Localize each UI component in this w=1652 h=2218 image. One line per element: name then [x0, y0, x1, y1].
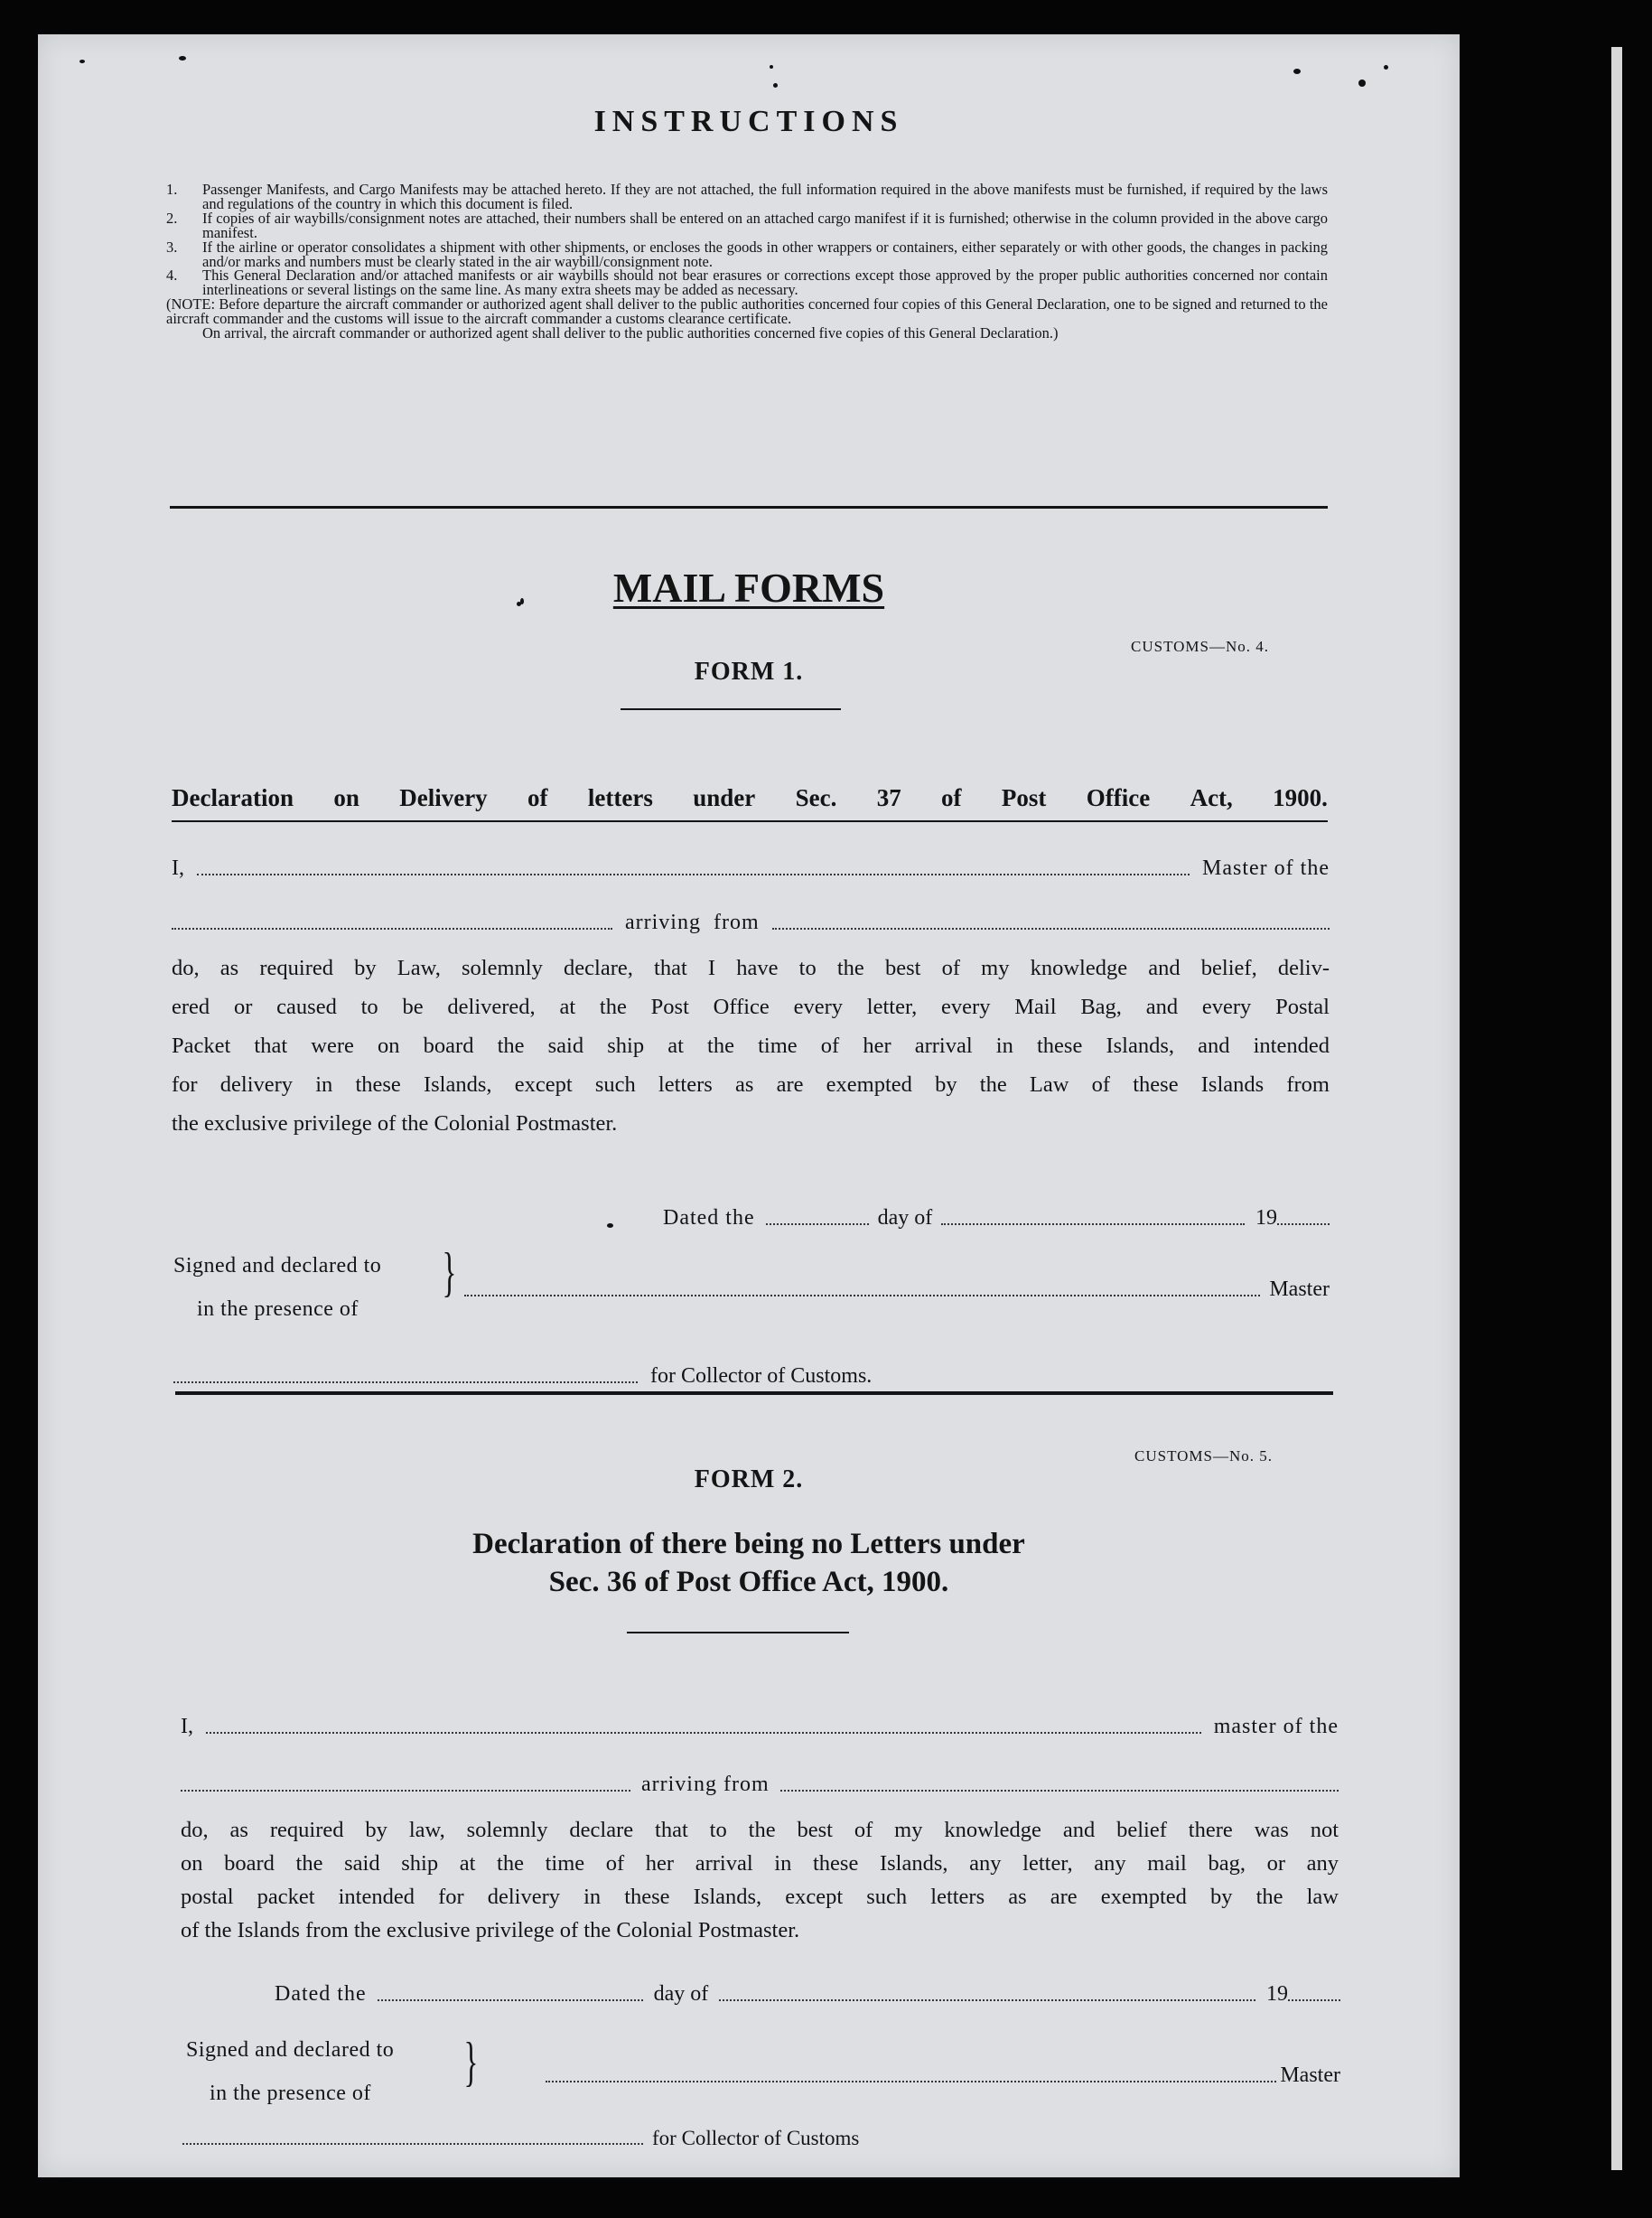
form1-paragraph-line: ered or caused to be delivered, at the Post Office every letter, every Mail Bag, and every Postal [172, 995, 1330, 1019]
form1-paragraph-line: do, as required by Law, solemnly declare, that I have to the best of my knowledge and belief, deliv- [172, 956, 1330, 980]
master-signature-field[interactable] [546, 2081, 1276, 2082]
scan-speck [79, 60, 85, 63]
date-day-field[interactable] [766, 1223, 869, 1225]
form1-paragraph-line: Packet that were on board the said ship at the time of her arrival in these Islands, and intended [172, 1034, 1330, 1058]
scan-speck [1358, 80, 1366, 87]
heading-word: Post [1001, 784, 1047, 811]
item-number: 3. [166, 238, 178, 256]
heading-word: Delivery [399, 784, 488, 811]
instruction-item [166, 240, 1328, 269]
instructions-list [166, 182, 1328, 341]
line-label: Master of the [1202, 856, 1330, 880]
instructions-title: INSTRUCTIONS [593, 105, 904, 138]
heading-word: 1900. [1273, 784, 1328, 811]
form1-dated-line [663, 1206, 1330, 1231]
instruction-note-continued [166, 326, 1328, 341]
line-label: Dated the [275, 1982, 367, 2006]
form1-title-underline [621, 708, 841, 710]
line-label: Master [1280, 2064, 1340, 2087]
note-text: (NOTE: Before departure the aircraft commander or authorized agent shall deliver to the public authorities concerned four copies of this General Declaration, one to be signed and returned to the aircraft commander and the customs will issue to the aircraft commander a customs clearance certificate. [166, 295, 1328, 328]
instruction-item [166, 268, 1328, 297]
item-text: This General Declaration and/or attached manifests or air waybills should not bear erasures or corrections except those approved by the proper public authorities concerned nor contain interlineations or several listings on the same line. As many extra sheets may be added as necessary. [202, 267, 1328, 299]
scan-speck [773, 83, 778, 88]
form2-signed-label-1: Signed and declared to [186, 2038, 395, 2062]
ship-name-field[interactable] [181, 1790, 630, 1792]
form2-dated-line [275, 1982, 1340, 2007]
origin-port-field[interactable] [780, 1790, 1339, 1792]
master-name-field[interactable] [206, 1732, 1201, 1734]
scan-speck [1384, 65, 1388, 70]
form2-paragraph-line: postal packet intended for delivery in these Islands, except such letters as are exempted by the law [181, 1885, 1339, 1909]
line-label: day of [653, 1982, 709, 2006]
form1-collector-line [173, 1364, 1022, 1389]
item-number: 2. [166, 209, 178, 227]
heading-word: Act, [1190, 784, 1233, 811]
line-label: arriving from [625, 911, 760, 934]
scan-speck [1293, 69, 1301, 74]
heading-word: 37 [876, 784, 901, 811]
item-number: 4. [166, 267, 178, 285]
date-month-field[interactable] [941, 1223, 1245, 1225]
scan-speck [607, 1223, 613, 1228]
form2-heading-underline [627, 1632, 849, 1633]
form1-signed-label-1: Signed and declared to [173, 1254, 382, 1277]
collector-signature-field[interactable] [173, 1381, 638, 1383]
form1-paragraph-line: for delivery in these Islands, except such letters as are exempted by the Law of these Islands from [172, 1072, 1330, 1097]
line-label: for Collector of Customs [652, 2127, 860, 2149]
origin-port-field[interactable] [772, 928, 1330, 930]
item-text: Passenger Manifests, and Cargo Manifests may be attached hereto. If they are not attached, the full information required in the above manifests must be furnished, if required by the laws and regulations of the country in which this document is filed. [202, 181, 1328, 212]
form2-arriving-line [181, 1773, 1339, 1797]
form2-paragraph-line: do, as required by law, solemnly declare that to the best of my knowledge and belief there was not [181, 1818, 1339, 1842]
form2-declaration-heading-2: Sec. 36 of Post Office Act, 1900. [548, 1566, 949, 1598]
form1-signed-label-2: in the presence of [197, 1297, 359, 1321]
form2-signed-label-2: in the presence of [210, 2082, 371, 2105]
date-year-field[interactable] [1288, 1999, 1340, 2001]
brace-icon: } [442, 1242, 457, 1302]
line-label: for Collector of Customs. [650, 1364, 873, 1388]
heading-word: of [941, 784, 962, 811]
line-label: 19 [1266, 1982, 1288, 2006]
line-label: day of [877, 1206, 933, 1230]
line-label: I, [181, 1715, 193, 1738]
form2-customs-number: CUSTOMS—No. 5. [1134, 1447, 1274, 1465]
scan-speck [770, 65, 773, 69]
heading-word: of [527, 784, 548, 811]
form2-master-line [181, 1715, 1339, 1739]
heading-word: Declaration [172, 784, 294, 811]
form-page [38, 34, 1460, 2177]
form2-paragraph-line: of the Islands from the exclusive privilege of the Colonial Postmaster. [181, 1918, 800, 1942]
line-label: 19 [1255, 1206, 1277, 1230]
ship-name-field[interactable] [172, 928, 612, 930]
brace-icon: } [463, 2032, 479, 2092]
note-text: On arrival, the aircraft commander or authorized agent shall deliver to the public authorities concerned five copies of this General Declaration.) [202, 324, 1059, 342]
line-label: Master [1269, 1277, 1330, 1301]
date-day-field[interactable] [378, 1999, 643, 2001]
form1-arriving-line [172, 911, 1330, 935]
instruction-note [166, 297, 1328, 326]
line-label: master of the [1213, 1715, 1339, 1738]
scan-speck [179, 56, 186, 61]
form1-declaration-heading [172, 784, 1328, 812]
form2-collector-line [182, 2127, 995, 2150]
heading-word: on [333, 784, 359, 811]
item-text: If copies of air waybills/consignment notes are attached, their numbers shall be entered on an attached cargo manifest if it is furnished; otherwise in the column provided in the above cargo manifest. [202, 209, 1328, 241]
form2-paragraph-line: on board the said ship at the time of her arrival in these Islands, any letter, any mail bag, or any [181, 1851, 1339, 1876]
scan-edge [1611, 47, 1622, 2170]
form1-master-signature-line [464, 1277, 1330, 1302]
date-year-field[interactable] [1277, 1223, 1330, 1225]
collector-signature-field[interactable] [182, 2143, 643, 2145]
master-signature-field[interactable] [464, 1295, 1260, 1296]
form1-paragraph-line: the exclusive privilege of the Colonial Postmaster. [172, 1111, 618, 1136]
section-divider [170, 506, 1328, 509]
master-name-field[interactable] [197, 874, 1190, 875]
form1-heading-rule [172, 820, 1328, 822]
instruction-item [166, 182, 1328, 211]
heading-word: Sec. [795, 784, 837, 811]
line-label: I, [172, 856, 184, 880]
form2-declaration-heading-1: Declaration of there being no Letters under [472, 1528, 1025, 1560]
form1-master-line [172, 856, 1330, 881]
item-number: 1. [166, 181, 178, 198]
item-text: If the airline or operator consolidates a shipment with other shipments, or encloses the goods in other wrappers or containers, either separately or with other goods, the changes in packing and/or marks and numbers must be clearly stated in the air waybill/consignment note. [202, 238, 1328, 270]
form-divider [175, 1391, 1333, 1395]
date-month-field[interactable] [719, 1999, 1255, 2001]
line-label: Dated the [663, 1206, 755, 1230]
form1-customs-number: CUSTOMS—No. 4. [1131, 638, 1270, 655]
form2-title: FORM 2. [694, 1465, 804, 1493]
heading-word: Office [1086, 784, 1151, 811]
form1-title: FORM 1. [694, 658, 804, 686]
heading-word: under [693, 784, 756, 811]
heading-word: letters [587, 784, 653, 811]
mail-forms-title: MAIL FORMS [612, 565, 885, 611]
line-label: arriving from [641, 1773, 770, 1796]
form2-master-signature-line [546, 2064, 1340, 2088]
instruction-item [166, 211, 1328, 240]
